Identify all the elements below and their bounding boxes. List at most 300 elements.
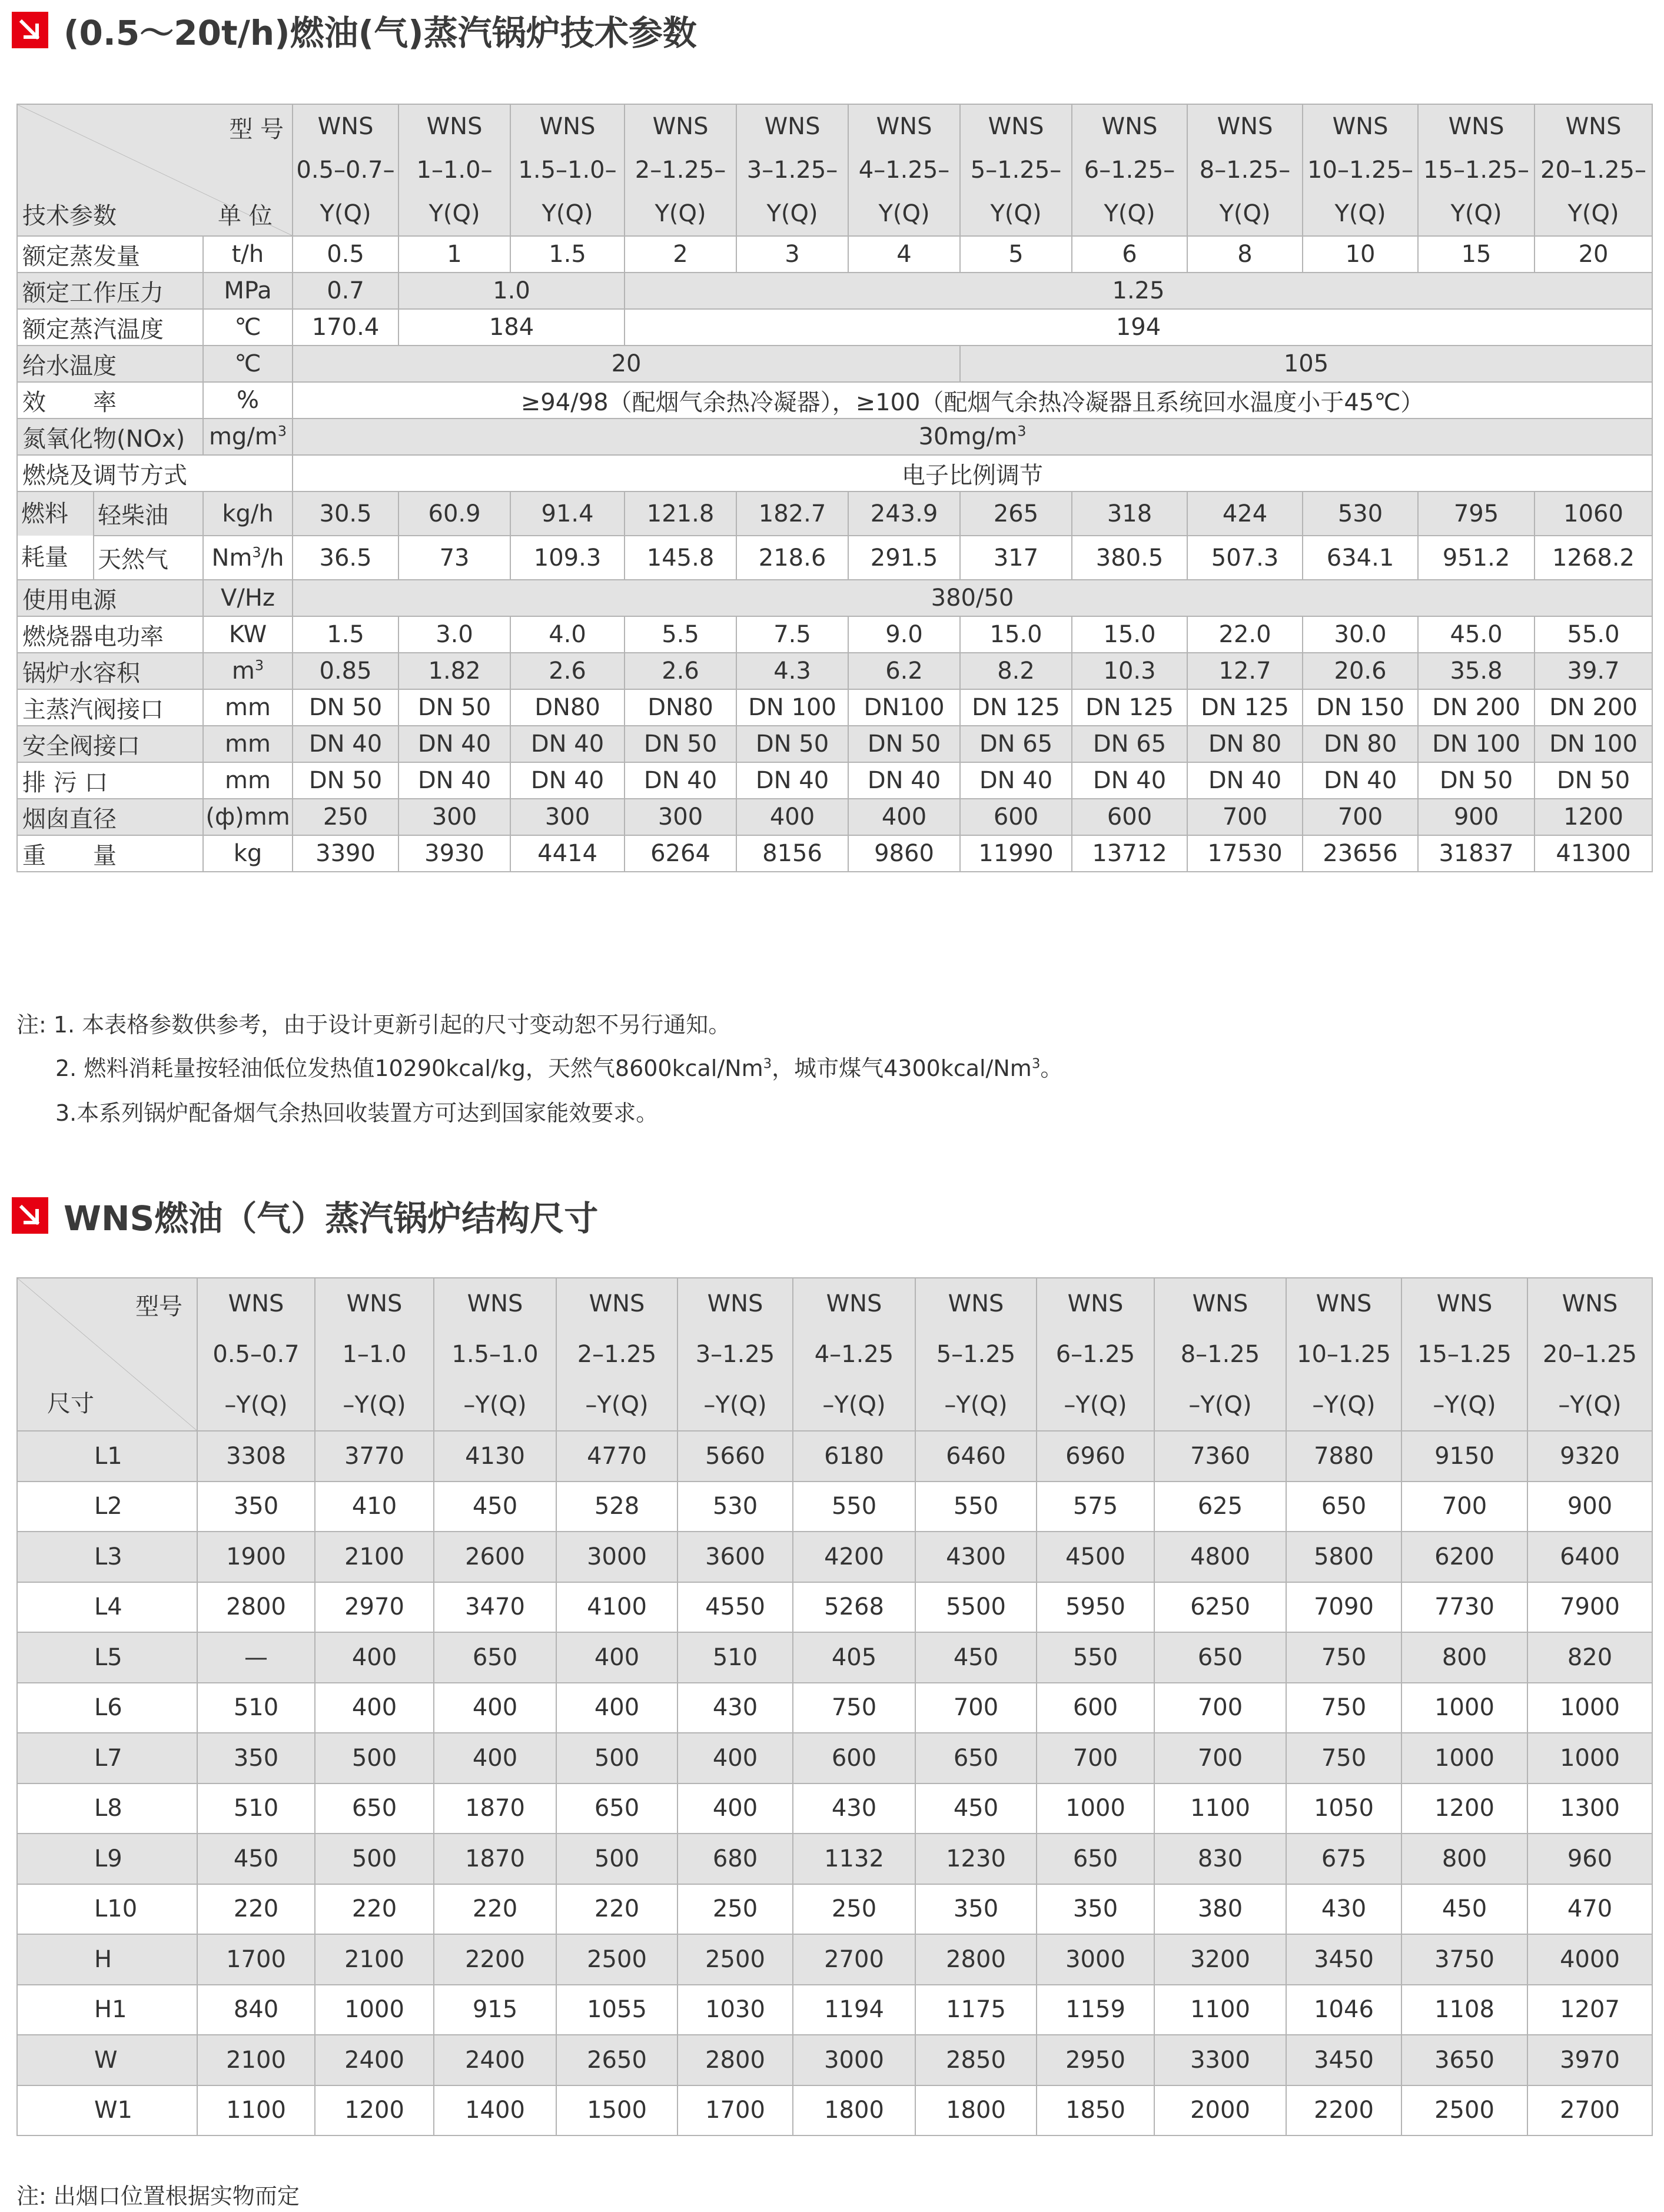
dimension-row [17, 1783, 1652, 1834]
value-cell: 650 [1037, 1834, 1154, 1884]
value-cell: 951.2 [1418, 536, 1535, 580]
model-header [736, 104, 848, 236]
value-cell: 170.4 [293, 309, 398, 346]
value-cell: 4.3 [736, 653, 848, 689]
value-cell: DN 40 [960, 762, 1072, 799]
model-header-line: WNS [1067, 1290, 1124, 1317]
value-cell: 430 [793, 1783, 915, 1834]
value-cell: 3650 [1401, 2035, 1527, 2085]
value-cell: 4770 [556, 1431, 677, 1482]
value-cell: DN 40 [625, 762, 736, 799]
model-header [293, 104, 398, 236]
value-cell: 400 [736, 799, 848, 835]
row-unit: mm [203, 762, 293, 799]
model-header-line: WNS [652, 113, 709, 140]
value-cell: 250 [677, 1884, 793, 1935]
value-cell: 820 [1527, 1632, 1652, 1683]
value-cell: 680 [677, 1834, 793, 1884]
value-cell: 220 [556, 1884, 677, 1935]
value-cell: 3970 [1527, 2035, 1652, 2085]
value-cell: 2200 [434, 1934, 556, 1985]
value-cell: 1.0 [398, 273, 625, 309]
header-diagonal-cell [17, 104, 293, 236]
row-label: 烟囱直径 [17, 799, 203, 835]
header-model-label: 型 号 [229, 116, 284, 143]
model-header [1286, 1278, 1401, 1431]
model-header-line: WNS [1316, 1290, 1372, 1317]
value-cell: 1200 [1401, 1783, 1527, 1834]
value-cell: 1000 [1527, 1683, 1652, 1733]
value-cell: 41300 [1535, 835, 1652, 872]
model-header [1187, 104, 1303, 236]
value-cell: 1030 [677, 1985, 793, 2035]
model-header-line: –Y(Q) [585, 1391, 649, 1419]
header-unit-label: 单 位 [218, 202, 273, 230]
value-cell: 4130 [434, 1431, 556, 1482]
row-label: 锅炉水容积 [17, 653, 203, 689]
value-cell: 5.5 [625, 616, 736, 653]
model-header-line: –Y(Q) [1312, 1391, 1376, 1419]
value-cell: 3.0 [398, 616, 510, 653]
dimension-row [17, 1985, 1652, 2035]
value-cell: DN 100 [1418, 726, 1535, 762]
row-label: 天然气 [94, 536, 203, 580]
value-cell: 220 [315, 1884, 434, 1935]
model-header-line: Y(Q) [1334, 200, 1386, 227]
value-cell: DN 200 [1535, 689, 1652, 726]
value-cell: 1500 [556, 2085, 677, 2136]
value-cell: 9860 [848, 835, 960, 872]
value-cell: 5800 [1286, 1532, 1401, 1582]
value-cell: 2.6 [625, 653, 736, 689]
value-cell: 575 [1037, 1482, 1154, 1532]
model-header [510, 104, 625, 236]
value-cell: 291.5 [848, 536, 960, 580]
value-cell: 1000 [1527, 1733, 1652, 1783]
value-cell: 450 [915, 1632, 1037, 1683]
model-header-line: 1.5–1.0– [518, 157, 617, 184]
value-cell: 1194 [793, 1985, 915, 2035]
value-cell: 1108 [1401, 1985, 1527, 2035]
row-label: 额定蒸发量 [17, 236, 203, 273]
section2-title: WNS燃油（气）蒸汽锅炉结构尺寸 [64, 1198, 599, 1238]
value-cell: 12.7 [1187, 653, 1303, 689]
value-cell: 800 [1401, 1632, 1527, 1683]
value-cell: 450 [197, 1834, 315, 1884]
dimension-label: L4 [17, 1582, 197, 1633]
value-cell: 218.6 [736, 536, 848, 580]
row-feed-temp [17, 346, 1652, 382]
row-drain [17, 762, 1652, 799]
value-cell: 1000 [1037, 1783, 1154, 1834]
value-cell: 400 [556, 1683, 677, 1733]
model-header-line: WNS [764, 113, 821, 140]
value-cell: 350 [197, 1482, 315, 1532]
header-model-label: 型号 [135, 1293, 182, 1320]
value-cell: 380/50 [293, 580, 1652, 616]
value-cell: 750 [793, 1683, 915, 1733]
value-cell: 450 [1401, 1884, 1527, 1935]
model-header [1154, 1278, 1286, 1431]
value-cell: 0.5 [293, 236, 398, 273]
row-unit: ℃ [203, 309, 293, 346]
value-cell: 900 [1418, 799, 1535, 835]
model-header-line: 10–1.25– [1307, 157, 1414, 184]
value-cell: 6264 [625, 835, 736, 872]
value-cell: DN 40 [1187, 762, 1303, 799]
model-header-line: Y(Q) [320, 200, 371, 227]
value-cell: DN 80 [1187, 726, 1303, 762]
model-header [1401, 1278, 1527, 1431]
structure-dimensions-table [16, 1277, 1653, 2136]
header-diagonal-cell [17, 1278, 197, 1431]
model-header-line: 5–1.25 [936, 1341, 1016, 1368]
row-power-supply [17, 580, 1652, 616]
model-header-line: Y(Q) [878, 200, 930, 227]
section2-heading [12, 1195, 598, 1236]
model-header-line: –Y(Q) [703, 1391, 767, 1419]
value-cell: 184 [398, 309, 625, 346]
row-nox [17, 419, 1652, 455]
value-cell: DN 50 [398, 689, 510, 726]
row-steam-temp [17, 309, 1652, 346]
row-unit: (ф)mm [203, 799, 293, 835]
dimension-row [17, 1733, 1652, 1783]
value-cell: 2800 [677, 2035, 793, 2085]
value-cell: 530 [1303, 491, 1418, 536]
row-label: 主蒸汽阀接口 [17, 689, 203, 726]
model-header-line: 3–1.25– [746, 157, 838, 184]
value-cell: 60.9 [398, 491, 510, 536]
model-header [1527, 1278, 1652, 1431]
value-cell: 400 [677, 1783, 793, 1834]
model-header-line: Y(Q) [542, 200, 593, 227]
value-cell: 22.0 [1187, 616, 1303, 653]
row-unit: kg/h [203, 491, 293, 536]
model-header-line: –Y(Q) [463, 1391, 527, 1419]
model-header-line: –Y(Q) [1188, 1391, 1252, 1419]
value-cell: DN 40 [1303, 762, 1418, 799]
value-cell: 1060 [1535, 491, 1652, 536]
value-cell: 2800 [197, 1582, 315, 1633]
value-cell: 30.5 [293, 491, 398, 536]
value-cell: 243.9 [848, 491, 960, 536]
value-cell: 39.7 [1535, 653, 1652, 689]
value-cell: 700 [1037, 1733, 1154, 1783]
row-unit [203, 419, 293, 455]
model-header-line: Y(Q) [1219, 200, 1271, 227]
row-unit: MPa [203, 273, 293, 309]
model-header-line: WNS [707, 1290, 763, 1317]
value-cell: 1700 [197, 1934, 315, 1985]
value-cell: 73 [398, 536, 510, 580]
value-cell: 3930 [398, 835, 510, 872]
value-cell: 2400 [315, 2035, 434, 2085]
model-header-line: 8–1.25– [1199, 157, 1291, 184]
model-header [1037, 1278, 1154, 1431]
value-cell: 2200 [1286, 2085, 1401, 2136]
dimension-label: L7 [17, 1733, 197, 1783]
value-cell: DN 40 [736, 762, 848, 799]
value-cell: 11990 [960, 835, 1072, 872]
value-cell: 8 [1187, 236, 1303, 273]
model-header-line: 2–1.25– [635, 157, 726, 184]
row-water-volume [17, 653, 1652, 689]
value-cell: 6200 [1401, 1532, 1527, 1582]
value-cell: 650 [1286, 1482, 1401, 1532]
row-unit: V/Hz [203, 580, 293, 616]
value-cell: 45.0 [1418, 616, 1535, 653]
row-combustion [17, 455, 1652, 491]
row-label: 燃烧器电功率 [17, 616, 203, 653]
model-header-line: 5–1.25– [970, 157, 1062, 184]
value-cell: 1000 [1401, 1733, 1527, 1783]
value-cell: DN 40 [398, 762, 510, 799]
value-cell: 2950 [1037, 2035, 1154, 2085]
model-header [1072, 104, 1187, 236]
model-header-line: 4–1.25 [814, 1341, 894, 1368]
value-cell: 700 [1187, 799, 1303, 835]
value-cell: 220 [197, 1884, 315, 1935]
unit-text: /h [261, 544, 284, 572]
header-row [17, 104, 1652, 236]
value-cell: DN 125 [1187, 689, 1303, 726]
value-cell: 182.7 [736, 491, 848, 536]
value-cell: 23656 [1303, 835, 1418, 872]
unit-text: m [231, 657, 255, 685]
value-text: 30mg/m [918, 423, 1018, 450]
value-cell: 350 [197, 1733, 315, 1783]
value-cell: 2100 [197, 2035, 315, 2085]
value-cell: 8156 [736, 835, 848, 872]
value-cell: 3390 [293, 835, 398, 872]
value-cell: 10 [1303, 236, 1418, 273]
value-cell: 1000 [1401, 1683, 1527, 1733]
value-cell: 15 [1418, 236, 1535, 273]
row-unit: mm [203, 726, 293, 762]
value-cell: 0.85 [293, 653, 398, 689]
value-cell: 1.25 [625, 273, 1652, 309]
value-cell: 2800 [915, 1934, 1037, 1985]
row-weight [17, 835, 1652, 872]
value-cell: 20.6 [1303, 653, 1418, 689]
model-header [1303, 104, 1418, 236]
row-pressure [17, 273, 1652, 309]
row-unit: KW [203, 616, 293, 653]
value-cell: DN 150 [1303, 689, 1418, 726]
value-cell: 600 [960, 799, 1072, 835]
model-header [556, 1278, 677, 1431]
value-cell: 7900 [1527, 1582, 1652, 1633]
model-header-line: WNS [317, 113, 374, 140]
value-cell: — [197, 1632, 315, 1683]
value-cell: DN 50 [293, 762, 398, 799]
value-cell: 300 [625, 799, 736, 835]
value-cell: DN 50 [736, 726, 848, 762]
model-header-line: Y(Q) [766, 200, 818, 227]
model-header [677, 1278, 793, 1431]
value-cell: 15.0 [1072, 616, 1187, 653]
section1-title: (0.5～20t/h)燃油(气)蒸汽锅炉技术参数 [64, 13, 697, 53]
dimension-label: L2 [17, 1482, 197, 1532]
value-cell: 1100 [1154, 1783, 1286, 1834]
value-cell: 3 [736, 236, 848, 273]
value-cell: 2700 [793, 1934, 915, 1985]
value-cell: 1870 [434, 1783, 556, 1834]
value-cell: 1 [398, 236, 510, 273]
value-cell: 5950 [1037, 1582, 1154, 1633]
model-header-line: Y(Q) [1450, 200, 1502, 227]
value-cell: 300 [510, 799, 625, 835]
model-header-line: 10–1.25 [1297, 1341, 1391, 1368]
value-cell: DN 65 [1072, 726, 1187, 762]
value-cell: 9150 [1401, 1431, 1527, 1482]
arrow-down-right-icon [12, 1197, 48, 1234]
model-header-line: WNS [1192, 1290, 1248, 1317]
unit-text: mg/m [208, 423, 278, 450]
value-cell: 4000 [1527, 1934, 1652, 1985]
model-header-line: WNS [1562, 1290, 1618, 1317]
dimension-row [17, 1683, 1652, 1733]
value-cell: 600 [793, 1733, 915, 1783]
value-cell: 634.1 [1303, 536, 1418, 580]
unit-sup: 3 [254, 657, 264, 674]
dimension-row [17, 2035, 1652, 2085]
model-header-line: WNS [467, 1290, 523, 1317]
value-cell: 7730 [1401, 1582, 1527, 1633]
value-cell: 电子比例调节 [293, 455, 1652, 491]
row-unit: ℃ [203, 346, 293, 382]
model-header [1535, 104, 1652, 236]
value-cell: 500 [315, 1834, 434, 1884]
value-cell: DN 40 [848, 762, 960, 799]
row-unit: mm [203, 689, 293, 726]
value-cell: 380.5 [1072, 536, 1187, 580]
value-cell: 550 [1037, 1632, 1154, 1683]
value-cell: 2500 [677, 1934, 793, 1985]
dimension-label: L5 [17, 1632, 197, 1683]
value-cell: 20 [293, 346, 960, 382]
value-cell: 1.5 [293, 616, 398, 653]
value-cell: 430 [1286, 1884, 1401, 1935]
model-header-line: WNS [1448, 113, 1504, 140]
value-cell: 4300 [915, 1532, 1037, 1582]
value-cell: ≥94/98（配烟气余热冷凝器），≥100（配烟气余热冷凝器且系统回水温度小于45℃） [293, 382, 1652, 419]
value-cell: 530 [677, 1482, 793, 1532]
dimension-label: L10 [17, 1884, 197, 1935]
value-cell: 121.8 [625, 491, 736, 536]
row-unit [203, 653, 293, 689]
model-header-line: Y(Q) [1104, 200, 1155, 227]
value-cell: 4414 [510, 835, 625, 872]
model-header-line: 1–1.0 [342, 1341, 407, 1368]
value-cell: 700 [1401, 1482, 1527, 1532]
value-cell: 1055 [556, 1985, 677, 2035]
value-cell: 1159 [1037, 1985, 1154, 2035]
value-cell: 2100 [315, 1934, 434, 1985]
row-label: 效 率 [17, 382, 203, 419]
value-cell: 500 [315, 1733, 434, 1783]
value-cell: DN80 [510, 689, 625, 726]
model-header [848, 104, 960, 236]
value-cell: 430 [677, 1683, 793, 1733]
value-sup: 3 [1017, 423, 1027, 440]
model-header-line: 15–1.25– [1423, 157, 1530, 184]
value-cell: 510 [197, 1683, 315, 1733]
row-chimney [17, 799, 1652, 835]
header-dim-label: 尺寸 [47, 1390, 94, 1417]
value-cell: 350 [1037, 1884, 1154, 1935]
dimension-row [17, 1582, 1652, 1633]
value-cell: 1200 [1535, 799, 1652, 835]
value-cell: 405 [793, 1632, 915, 1683]
value-cell: 145.8 [625, 536, 736, 580]
header-param-label: 技术参数 [22, 202, 117, 230]
value-cell: 600 [1037, 1683, 1154, 1733]
value-cell: 700 [1154, 1733, 1286, 1783]
value-cell: DN 80 [1303, 726, 1418, 762]
value-cell: 2850 [915, 2035, 1037, 2085]
model-header-line: Y(Q) [1567, 200, 1619, 227]
dimension-label: W1 [17, 2085, 197, 2136]
value-cell: 1870 [434, 1834, 556, 1884]
dimension-label: H1 [17, 1985, 197, 2035]
row-unit [203, 536, 293, 580]
model-header [1418, 104, 1535, 236]
value-cell: 840 [197, 1985, 315, 2035]
value-cell: 700 [915, 1683, 1037, 1733]
model-header-line: 20–1.25 [1543, 1341, 1637, 1368]
value-cell: 795 [1418, 491, 1535, 536]
value-cell: 650 [915, 1733, 1037, 1783]
value-cell: 400 [434, 1733, 556, 1783]
value-cell: DN 40 [510, 762, 625, 799]
value-cell: 6 [1072, 236, 1187, 273]
model-header-line: WNS [1217, 113, 1273, 140]
value-cell: 2100 [315, 1532, 434, 1582]
value-cell: 400 [315, 1632, 434, 1683]
value-cell: 400 [848, 799, 960, 835]
value-cell: 8.2 [960, 653, 1072, 689]
value-cell: 5500 [915, 1582, 1037, 1633]
row-main-valve [17, 689, 1652, 726]
value-cell: 550 [915, 1482, 1037, 1532]
value-cell: 109.3 [510, 536, 625, 580]
value-cell: DN 50 [1418, 762, 1535, 799]
value-cell: 900 [1527, 1482, 1652, 1532]
row-label: 排 污 口 [17, 762, 203, 799]
model-header [398, 104, 510, 236]
row-light-oil [17, 491, 1652, 536]
row-label: 给水温度 [17, 346, 203, 382]
value-cell: DN 40 [1072, 762, 1187, 799]
value-cell: 380 [1154, 1884, 1286, 1935]
model-header-line: WNS [228, 1290, 284, 1317]
value-cell: 2.6 [510, 653, 625, 689]
section1-heading [12, 9, 697, 51]
value-cell: DN80 [625, 689, 736, 726]
value-cell: 1230 [915, 1834, 1037, 1884]
value-cell: 3308 [197, 1431, 315, 1482]
note-2: 2. 燃料消耗量按轻油低位发热值10290kcal/kg，天然气8600kcal/Nm$^3$，城市煤气4300kcal/Nm$^3$。 [55, 1055, 1063, 1081]
note-1: 注: 1. 本表格参数供参考，由于设计更新引起的尺寸变动恕不另行通知。 [16, 1012, 731, 1038]
value-cell: 36.5 [293, 536, 398, 580]
model-header [434, 1278, 556, 1431]
value-cell: 1132 [793, 1834, 915, 1884]
value-cell: 105 [960, 346, 1652, 382]
value-cell: 55.0 [1535, 616, 1652, 653]
value-cell: 3450 [1286, 1934, 1401, 1985]
